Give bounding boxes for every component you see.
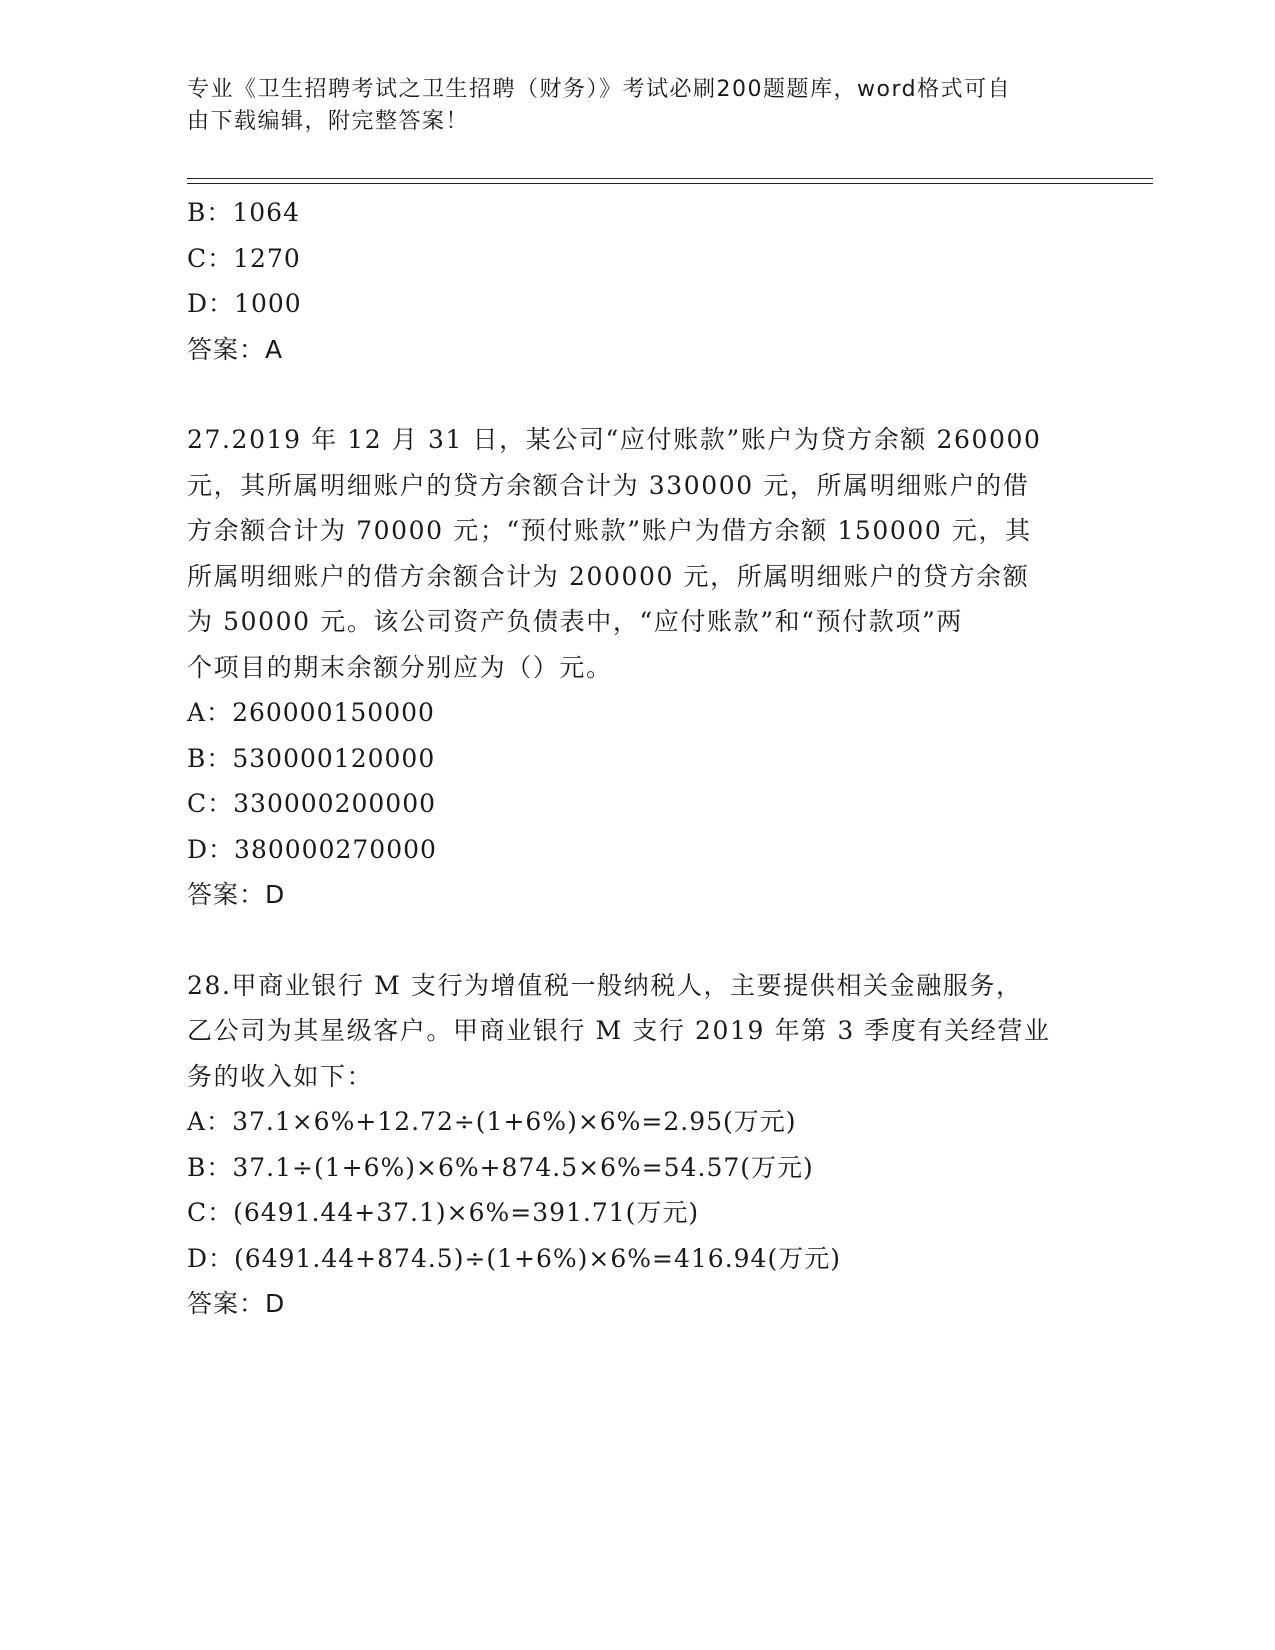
question-27-answer: 答案：D — [187, 880, 286, 909]
header-title-line-2: 由下载编辑，附完整答案！ — [187, 109, 470, 134]
question-27-text — [187, 417, 1067, 690]
header-divider-bottom — [187, 183, 1153, 184]
question-27-options — [187, 690, 1067, 872]
option-c: C：330000200000 — [187, 789, 437, 818]
question-28-answer: 答案：D — [187, 1289, 286, 1318]
option-a: A：260000150000 — [187, 698, 435, 727]
question-28-text — [187, 963, 1067, 1100]
option-b: B：37.1÷(1+6%)×6%+874.5×6%=54.57(万元) — [187, 1152, 814, 1182]
prev-question-answer: 答案：A — [187, 334, 284, 364]
option-b: B：530000120000 — [187, 743, 436, 773]
question-27-line: 27.2019 年 12 月 31 日，某公司“应付账款”账户为贷方余额 260000 — [187, 425, 1042, 454]
option-d: D：(6491.44+874.5)÷(1+6%)×6%=416.94(万元) — [187, 1243, 841, 1273]
header-divider-top — [187, 178, 1153, 179]
question-27-line: 为 50000 元。该公司资产负债表中，“应付账款”和“预付款项”两 — [187, 607, 963, 636]
question-28-line: 务的收入如下： — [187, 1061, 374, 1091]
question-28-line: 28.甲商业银行 M 支行为增值税一般纳税人，主要提供相关金融服务， — [187, 970, 1023, 1000]
document-body — [187, 190, 1067, 1327]
question-27-line: 元，其所属明细账户的贷方余额合计为 330000 元，所属明细账户的借 — [187, 470, 1030, 500]
header-title-line-1: 专业《卫生招聘考试之卫生招聘（财务）》考试必刷200题题库，word格式可自 — [187, 77, 1012, 102]
option-a: A：37.1×6%+12.72÷(1+6%)×6%=2.95(万元) — [187, 1107, 797, 1136]
question-27-line: 方余额合计为 70000 元；“预付账款”账户为借方余额 150000 元，其 — [187, 516, 1032, 545]
option-d: D：1000 — [187, 289, 302, 318]
question-27-line: 个项目的期末余额分别应为（）元。 — [187, 652, 613, 682]
option-c: C：(6491.44+37.1)×6%=391.71(万元) — [187, 1198, 700, 1227]
question-28-options — [187, 1099, 1067, 1281]
option-c: C：1270 — [187, 243, 301, 273]
page-header — [187, 74, 1067, 138]
question-28-line: 乙公司为其星级客户。甲商业银行 M 支行 2019 年第 3 季度有关经营业 — [187, 1016, 1051, 1045]
option-d: D：380000270000 — [187, 834, 437, 864]
prev-question-options — [187, 190, 1067, 327]
option-b: B：1064 — [187, 198, 300, 227]
question-27-line: 所属明细账户的借方余额合计为 200000 元，所属明细账户的贷方余额 — [187, 561, 1030, 591]
